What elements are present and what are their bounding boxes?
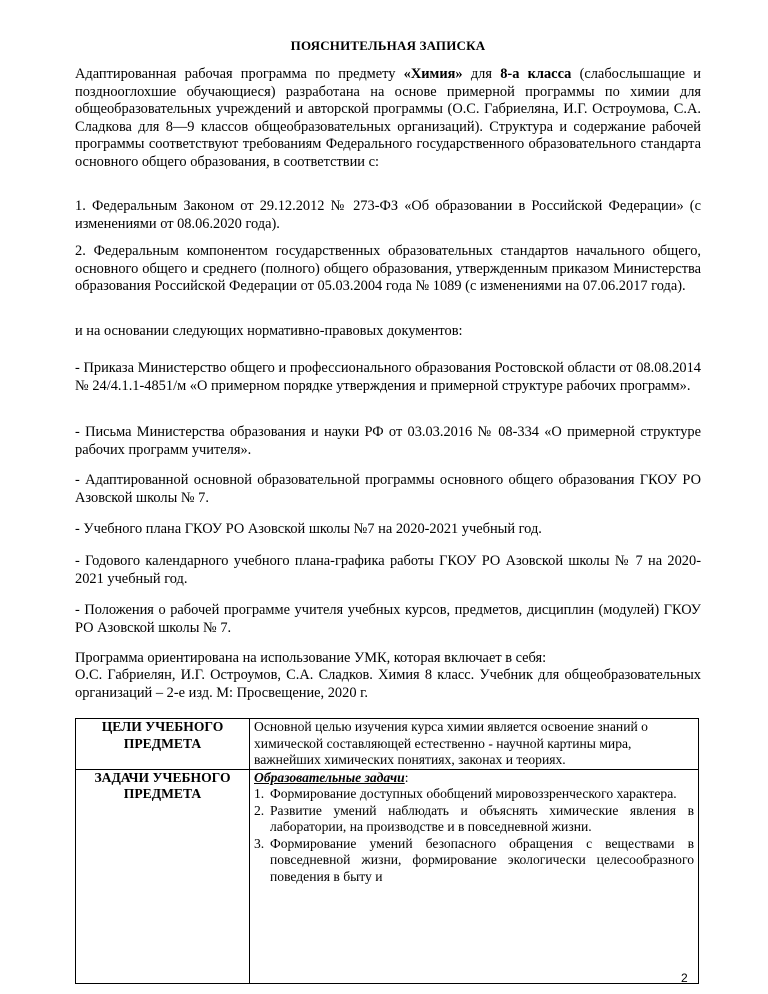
list-item [254, 836, 694, 886]
intro-text-2: для [462, 66, 501, 82]
document-item-6: - Положения о рабочей программе учителя учебных курсов, предметов, дисциплин (модулей) ГКОУ РО Азовской школы № 7. [75, 602, 701, 636]
task-text: Формирование умений безопасного обращения с веществами в повседневной жизни, формирование экологически целесообразного поведения в быту и [270, 835, 694, 884]
document-item-1: - Приказа Министерство общего и профессионального образования Ростовской области от 08.08.2014 № 24/4.1.1-4851/м «О примерном порядке утверждения и примерной структуре рабочих программ». [75, 360, 701, 394]
subject-name: «Химия» [403, 66, 463, 82]
table-row [76, 769, 699, 983]
goals-tasks-table [75, 718, 699, 984]
document-item-4: - Учебного плана ГКОУ РО Азовской школы №7 на 2020-2021 учебный год. [75, 521, 542, 537]
tasks-content [254, 770, 694, 983]
tasks-heading-line [254, 770, 694, 787]
document-item-2: - Письма Министерства образования и науки РФ от 03.03.2016 № 08-334 «О примерной структуре рабочих программ учителя». [75, 424, 701, 458]
task-text: Формирование доступных обобщений мировоззренческого характера. [270, 786, 677, 801]
task-number: 2. [254, 802, 265, 818]
page-title: ПОЯСНИТЕЛЬНАЯ ЗАПИСКА [290, 38, 486, 53]
task-number: 1. [254, 786, 265, 801]
page-number: 2 [681, 971, 688, 985]
law-item-2: 2. Федеральным компонентом государственных образовательных стандартов начального общего, основного общего и среднего (полного) общего образования, утвержденным приказом Министерства образования Российской Федерации от 05.03.2004 года № 1089 (с изменениями на 07.06.2017 года). [75, 243, 701, 294]
tasks-cell [250, 769, 699, 983]
umk-textbook: О.С. Габриелян, И.Г. Остроумов, С.А. Сладков. Химия 8 класс. Учебник для общеобразовательных организаций – 2-е изд. М: Просвещение, 2020 г. [75, 667, 701, 701]
basis-intro: и на основании следующих нормативно-правовых документов: [75, 323, 463, 339]
document-item-5: - Годового календарного учебного плана-графика работы ГКОУ РО Азовской школы № 7 на 2020-2021 учебный год. [75, 553, 701, 587]
tasks-heading-colon: : [404, 769, 409, 785]
grade-name: 8-а класса [500, 66, 572, 82]
tasks-heading: Образовательные задачи [254, 769, 405, 785]
law-item-1: 1. Федеральным Законом от 29.12.2012 № 273-ФЗ «Об образовании в Российской Федерации» (с изменениями от 08.06.2020 года). [75, 198, 701, 232]
goals-text: Основной целью изучения курса химии является освоение знаний о химической составляющей естественно - научной картины мира, важнейших химических понятиях, законах и теориях. [250, 719, 699, 770]
table-row [76, 719, 699, 770]
task-text: Развитие умений наблюдать и объяснять химические явления в лаборатории, на производстве и в повседневной жизни. [270, 802, 694, 834]
list-item [254, 786, 694, 803]
intro-text-3: (слабослышащие и позднооглохшие обучающиеся) разработана на основе примерной программы по химии для общеобразовательных учреждений и авторской программы (О.С. Габриеляна, И.Г. Остроумова, С.А. Сладкова для 8—9 классов общеобразовательных организаций). Структура и содержание рабочей программы соответствуют требованиям Федерального государственного образовательного стандарта основного общего образования, в соответствии с: [75, 66, 701, 170]
document-item-3: - Адаптированной основной образовательной программы основного общего образования ГКОУ РО Азовской школы № 7. [75, 472, 701, 506]
umk-intro: Программа ориентирована на использование УМК, которая включает в себя: [75, 650, 547, 666]
tasks-label: ЗАДАЧИ УЧЕБНОГО ПРЕДМЕТА [76, 769, 250, 983]
list-item [254, 803, 694, 836]
task-number: 3. [254, 835, 265, 851]
intro-paragraph [75, 66, 701, 171]
intro-text-1: Адаптированная рабочая программа по предмету [75, 66, 404, 82]
goals-label: ЦЕЛИ УЧЕБНОГО ПРЕДМЕТА [76, 719, 250, 770]
